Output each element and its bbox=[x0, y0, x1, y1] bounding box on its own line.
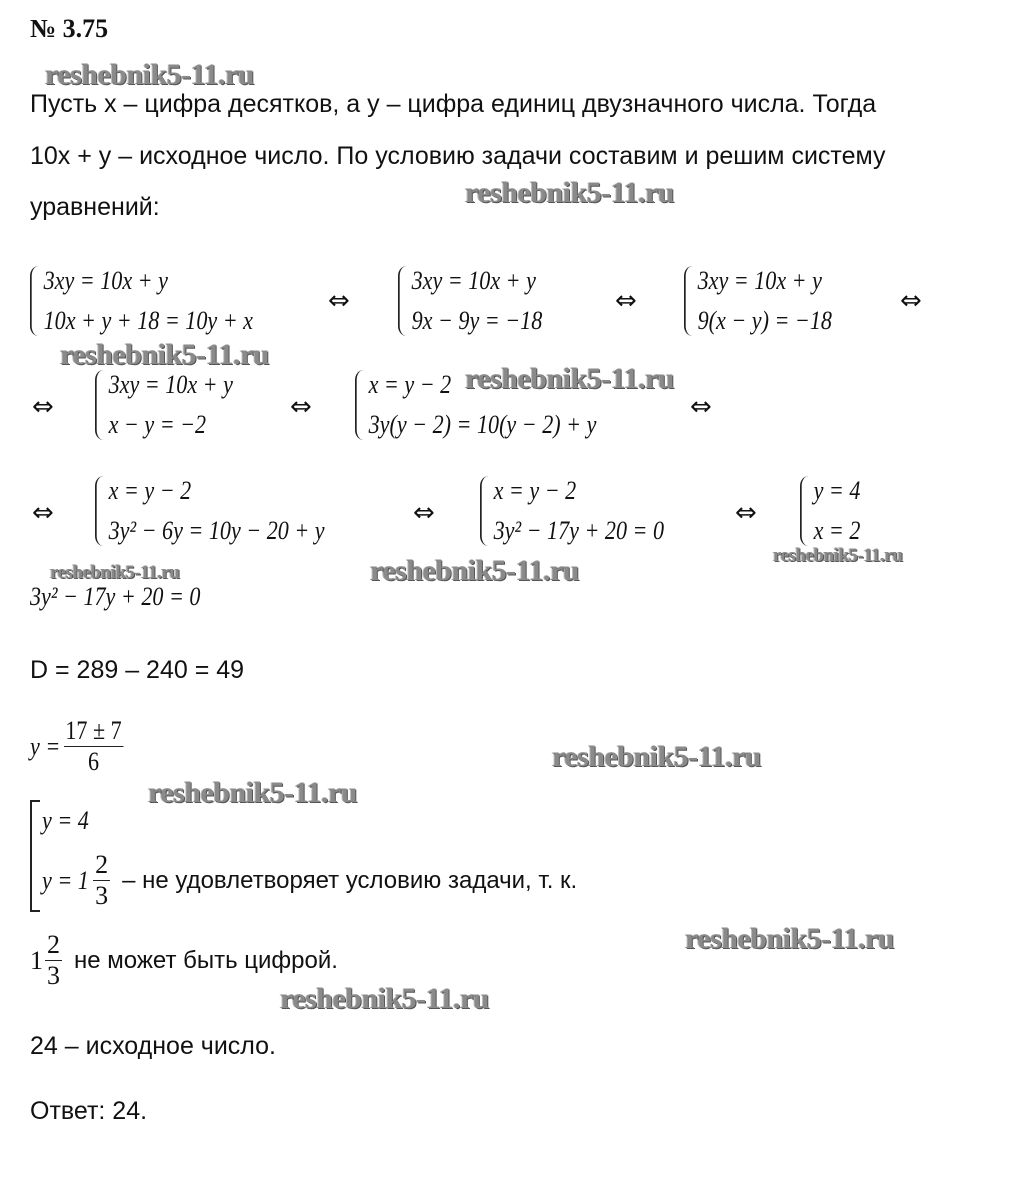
equation: x − y = −2 bbox=[108, 410, 207, 439]
watermark: reshebnik5-11.ru bbox=[685, 922, 894, 955]
numerator: 2 bbox=[95, 850, 109, 879]
equation-system bbox=[684, 266, 832, 336]
watermark: reshebnik5-11.ru bbox=[280, 982, 489, 1015]
whole-part: 1 bbox=[30, 945, 43, 975]
set-bracket bbox=[30, 800, 40, 912]
equation: x = y − 2 bbox=[493, 476, 577, 505]
fraction bbox=[64, 716, 124, 777]
discriminant: D = 289 – 240 = 49 bbox=[30, 656, 245, 684]
root-formula bbox=[30, 716, 123, 777]
equivalence-symbol: ⇔ bbox=[735, 498, 757, 528]
equivalence-symbol: ⇔ bbox=[615, 286, 637, 316]
problem-number: № 3.75 bbox=[30, 14, 109, 43]
equation-system bbox=[95, 370, 233, 440]
equation-system bbox=[800, 476, 860, 546]
equation-system bbox=[30, 266, 253, 336]
watermark: reshebnik5-11.ru bbox=[465, 362, 674, 395]
equation: 3y² − 17y + 20 = 0 bbox=[493, 516, 665, 545]
equation: y = 4 bbox=[813, 476, 861, 505]
equation: 9x − 9y = −18 bbox=[411, 306, 543, 335]
watermark: reshebnik5-11.ru bbox=[773, 545, 903, 566]
equivalence-symbol: ⇔ bbox=[32, 392, 54, 422]
denominator: 3 bbox=[47, 961, 60, 990]
quadratic-equation: 3y² − 17y + 20 = 0 bbox=[30, 582, 201, 611]
fraction bbox=[45, 930, 62, 991]
numerator: 2 bbox=[47, 930, 60, 959]
watermark: reshebnik5-11.ru bbox=[552, 740, 761, 773]
root-1: y = 4 bbox=[42, 806, 89, 835]
denominator: 6 bbox=[87, 747, 100, 776]
equivalence-symbol: ⇔ bbox=[290, 392, 312, 422]
root-2-note: – не удовлетворяет условию задачи, т. к. bbox=[122, 866, 578, 894]
watermark: reshebnik5-11.ru bbox=[50, 562, 180, 583]
equation: 3xy = 10x + y bbox=[43, 266, 168, 295]
equivalence-symbol: ⇔ bbox=[328, 286, 350, 316]
conclusion: 24 – исходное число. bbox=[30, 1032, 276, 1060]
root-lhs: y = bbox=[30, 731, 61, 761]
equivalence-symbol: ⇔ bbox=[690, 392, 712, 422]
equation: x = y − 2 bbox=[108, 476, 192, 505]
equation-system bbox=[398, 266, 542, 336]
equation: 3xy = 10x + y bbox=[411, 266, 536, 295]
equivalence-symbol: ⇔ bbox=[32, 498, 54, 528]
watermark: reshebnik5-11.ru bbox=[45, 58, 254, 91]
equation: 10x + y + 18 = 10y + x bbox=[43, 306, 253, 335]
not-digit-text: не может быть цифрой. bbox=[74, 946, 338, 974]
equation: 3xy = 10x + y bbox=[108, 370, 233, 399]
equation: x = y − 2 bbox=[368, 370, 452, 399]
intro-line: 10x + y – исходное число. По условию задачи составим и решим систему bbox=[30, 142, 886, 170]
equation: 3xy = 10x + y bbox=[697, 266, 822, 295]
answer: Ответ: 24. bbox=[30, 1097, 148, 1125]
equation-system bbox=[95, 476, 325, 546]
intro-line: уравнений: bbox=[30, 193, 160, 221]
fraction bbox=[93, 850, 110, 911]
equation: 3y² − 6y = 10y − 20 + y bbox=[108, 516, 325, 545]
denominator: 3 bbox=[95, 881, 109, 910]
equation: x = 2 bbox=[813, 516, 861, 545]
numerator: 17 ± 7 bbox=[65, 716, 122, 745]
root-2-lhs: y = 1 bbox=[42, 865, 89, 895]
equivalence-symbol: ⇔ bbox=[413, 498, 435, 528]
watermark: reshebnik5-11.ru bbox=[60, 338, 269, 371]
equation: 3y(y − 2) = 10(y − 2) + y bbox=[368, 410, 597, 439]
intro-line: Пусть x – цифра десятков, а y – цифра единиц двузначного числа. Тогда bbox=[30, 90, 877, 118]
watermark: reshebnik5-11.ru bbox=[148, 776, 357, 809]
equivalence-symbol: ⇔ bbox=[900, 286, 922, 316]
equation-system bbox=[480, 476, 664, 546]
watermark: reshebnik5-11.ru bbox=[370, 554, 579, 587]
root-2 bbox=[42, 850, 577, 911]
watermark: reshebnik5-11.ru bbox=[465, 176, 674, 209]
equation: 9(x − y) = −18 bbox=[697, 306, 832, 335]
